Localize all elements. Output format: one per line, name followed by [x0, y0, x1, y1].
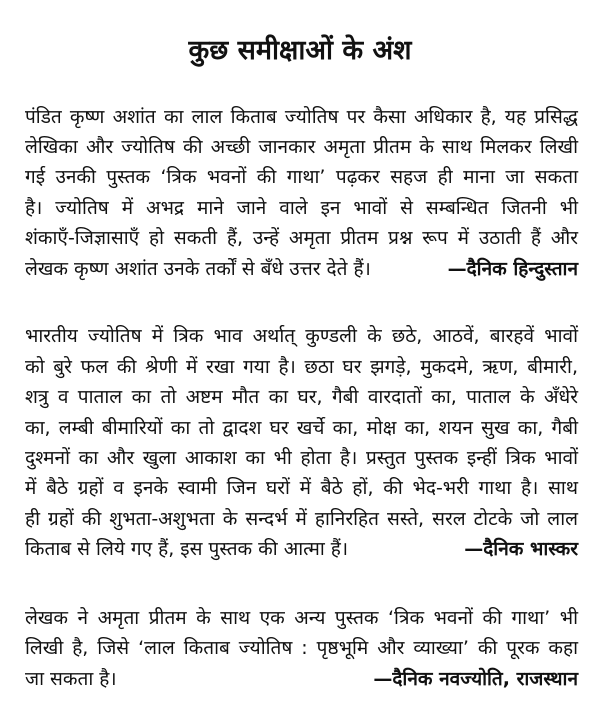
text-line: भारतीय ज्योतिष में त्रिक भाव अर्थात् कुण्डली के छठे, आठवें, बारहवें भावों	[25, 325, 578, 347]
text-line: लेखिका और ज्योतिष की अच्छी जानकार अमृता प्रीतम के साथ मिलकर लिखी	[25, 136, 578, 158]
text-line: लेखक कृष्ण अशांत उनके तर्कों से बँधे उत्तर देते हैं।	[25, 258, 371, 280]
text-line-last	[25, 254, 578, 284]
text-line: गई उनकी पुस्तक ‘त्रिक भवनों की गाथा’ पढ़कर सहज ही माना जा सकता	[25, 166, 578, 188]
text-line-last	[25, 664, 578, 694]
text-line: शंकाएँ-जिज्ञासाएँ हो सकती हैं, उन्हें अमृता प्रीतम प्रश्न रूप में उठाती हैं और	[25, 227, 578, 249]
text-line: में बैठे ग्रहों व इनके स्वामी जिन घरों में बैठे हों, की भेद-भरी गाथा है। साथ	[25, 477, 578, 499]
text-line: पंडित कृष्ण अशांत का लाल किताब ज्योतिष पर कैसा अधिकार है, यह प्रसिद्ध	[25, 106, 578, 128]
page-title: कुछ समीक्षाओं के अंश	[188, 35, 412, 66]
review-source: —दैनिक भास्कर	[464, 538, 578, 560]
text-line: शत्रु व पाताल का तो अष्टम मौत का घर, गैबी वारदातों का, पाताल के अँधेरे	[25, 386, 578, 408]
text-line: जा सकता है।	[25, 668, 117, 690]
text-line: है। ज्योतिष में अभद्र माने जाने वाले इन भावों से सम्बन्धित जितनी भी	[25, 197, 578, 219]
review-source: —दैनिक हिन्दुस्तान	[447, 258, 578, 280]
text-line: लिखी है, जिसे ‘लाल किताब ज्योतिष : पृष्ठभूमि और व्याख्या’ की पूरक कहा	[25, 637, 578, 659]
text-line: ही ग्रहों की शुभता-अशुभता के सन्दर्भ में हानिरहित सस्ते, सरल टोटके जो लाल	[25, 508, 578, 530]
text-line: दुश्मनों का और खुला आकाश का भी होता है। प्रस्तुत पुस्तक इन्हीं त्रिक भावों	[25, 447, 578, 469]
text-line-last	[25, 534, 578, 564]
review-source: —दैनिक नवज्योति, राजस्थान	[373, 668, 578, 690]
text-line: लेखक ने अमृता प्रीतम के साथ एक अन्य पुस्तक ‘त्रिक भवनों की गाथा’ भी	[25, 607, 578, 629]
text-line: किताब से लिये गए हैं, इस पुस्तक की आत्मा हैं।	[25, 538, 349, 560]
text-line: का, लम्बी बीमारियों का तो द्वादश घर खर्चे का, मोक्ष का, शयन सुख का, गैबी	[25, 417, 578, 439]
text-line: को बुरे फल की श्रेणी में रखा गया है। छठा घर झगड़े, मुकदमे, ऋण, बीमारी,	[25, 356, 578, 378]
